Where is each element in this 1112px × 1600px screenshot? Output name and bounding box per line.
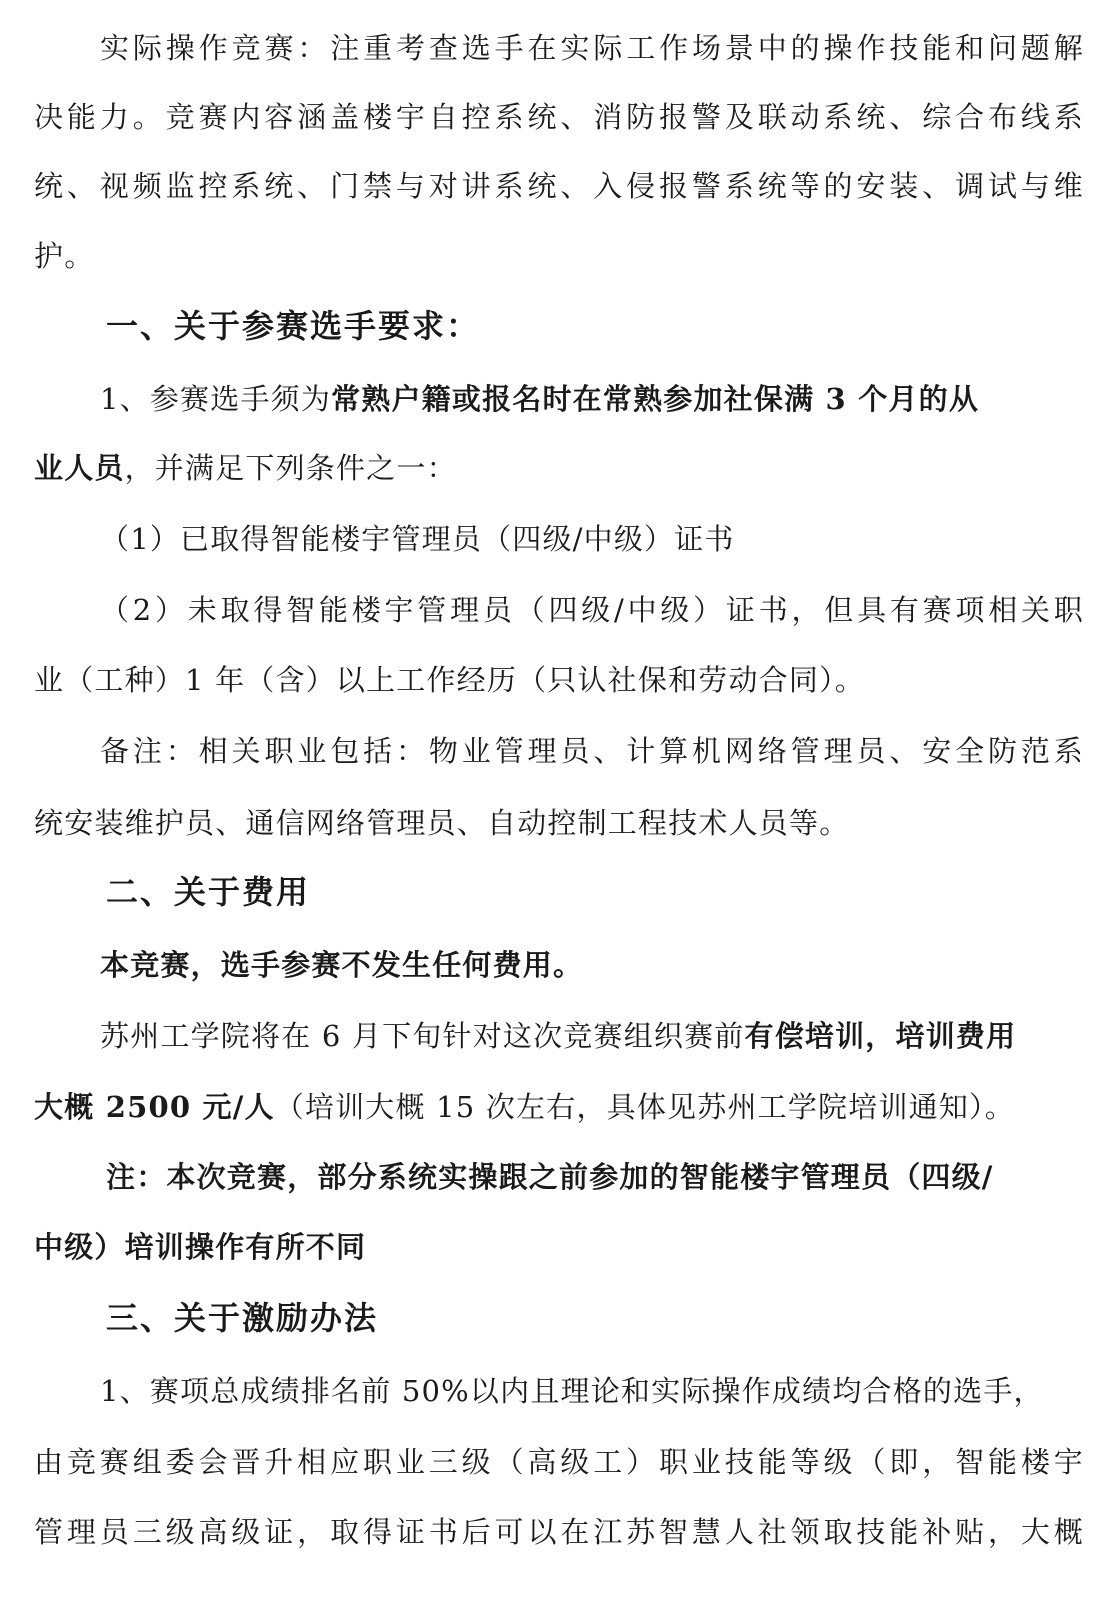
- section3-line-2: 由竞赛组委会晋升相应职业三级（高级工）职业技能等级（即，智能楼宇: [34, 1445, 1084, 1479]
- remark-line-2: 统安装维护员、通信网络管理员、自动控制工程技术人员等。: [34, 806, 850, 840]
- section1-item1-line2: [34, 446, 1084, 490]
- section1-heading: 一、关于参赛选手要求：: [106, 307, 481, 345]
- section3-line-1: 1、赛项总成绩排名前 50%以内且理论和实际操作成绩均合格的选手，: [100, 1374, 1044, 1408]
- item1-bold: 常熟户籍或报名时在常熟参加社保满 3 个月的从: [331, 382, 980, 416]
- section2-note-line-1: 注：本次竞赛，部分系统实操跟之前参加的智能楼宇管理员（四级/: [106, 1160, 994, 1194]
- remark-line-1: 备注：相关职业包括：物业管理员、计算机网络管理员、安全防范系: [100, 734, 1084, 768]
- intro-line-3: 统、视频监控系统、门禁与对讲系统、入侵报警系统等的安装、调试与维: [34, 169, 1084, 203]
- training-l2-rest: （培训大概 15 次左右，具体见苏州工学院培训通知）。: [274, 1090, 1015, 1124]
- condition-2-line-1: （2）未取得智能楼宇管理员（四级/中级）证书，但具有赛项相关职: [100, 593, 1084, 627]
- free-statement: 本竞赛，选手参赛不发生任何费用。: [100, 948, 584, 982]
- training-line-2: [34, 1085, 1084, 1129]
- section2-heading: 二、关于费用: [106, 873, 311, 911]
- training-l1-prefix: 苏州工学院将在 6 月下旬针对这次竞赛组织赛前: [100, 1019, 745, 1053]
- condition-1: （1）已取得智能楼宇管理员（四级/中级）证书: [100, 522, 735, 556]
- intro-line-2: 决能力。竞赛内容涵盖楼宇自控系统、消防报警及联动系统、综合布线系: [34, 100, 1084, 134]
- intro-line-4: 护。: [34, 239, 95, 273]
- intro-line-1: 实际操作竞赛：注重考查选手在实际工作场景中的操作技能和问题解: [100, 31, 1084, 65]
- training-line-1: [100, 1014, 1084, 1058]
- section3-heading: 三、关于激励办法: [106, 1299, 379, 1337]
- item1-prefix: 1、参赛选手须为: [100, 382, 332, 416]
- item1-l2-rest: ，并满足下列条件之一：: [124, 451, 457, 485]
- training-l1-bold: 有偿培训，培训费用: [744, 1019, 1017, 1053]
- training-fee: 大概 2500 元/人: [34, 1090, 275, 1124]
- section1-item1-line1: [100, 377, 1084, 421]
- section2-note-line-2: 中级）培训操作有所不同: [34, 1230, 367, 1264]
- section3-line-3: 管理员三级高级证，取得证书后可以在江苏智慧人社领取技能补贴，大概: [34, 1515, 1084, 1549]
- item1-l2-bold: 业人员: [34, 451, 125, 485]
- condition-2-line-2: 业（工种）1 年（含）以上工作经历（只认社保和劳动合同）。: [34, 663, 865, 697]
